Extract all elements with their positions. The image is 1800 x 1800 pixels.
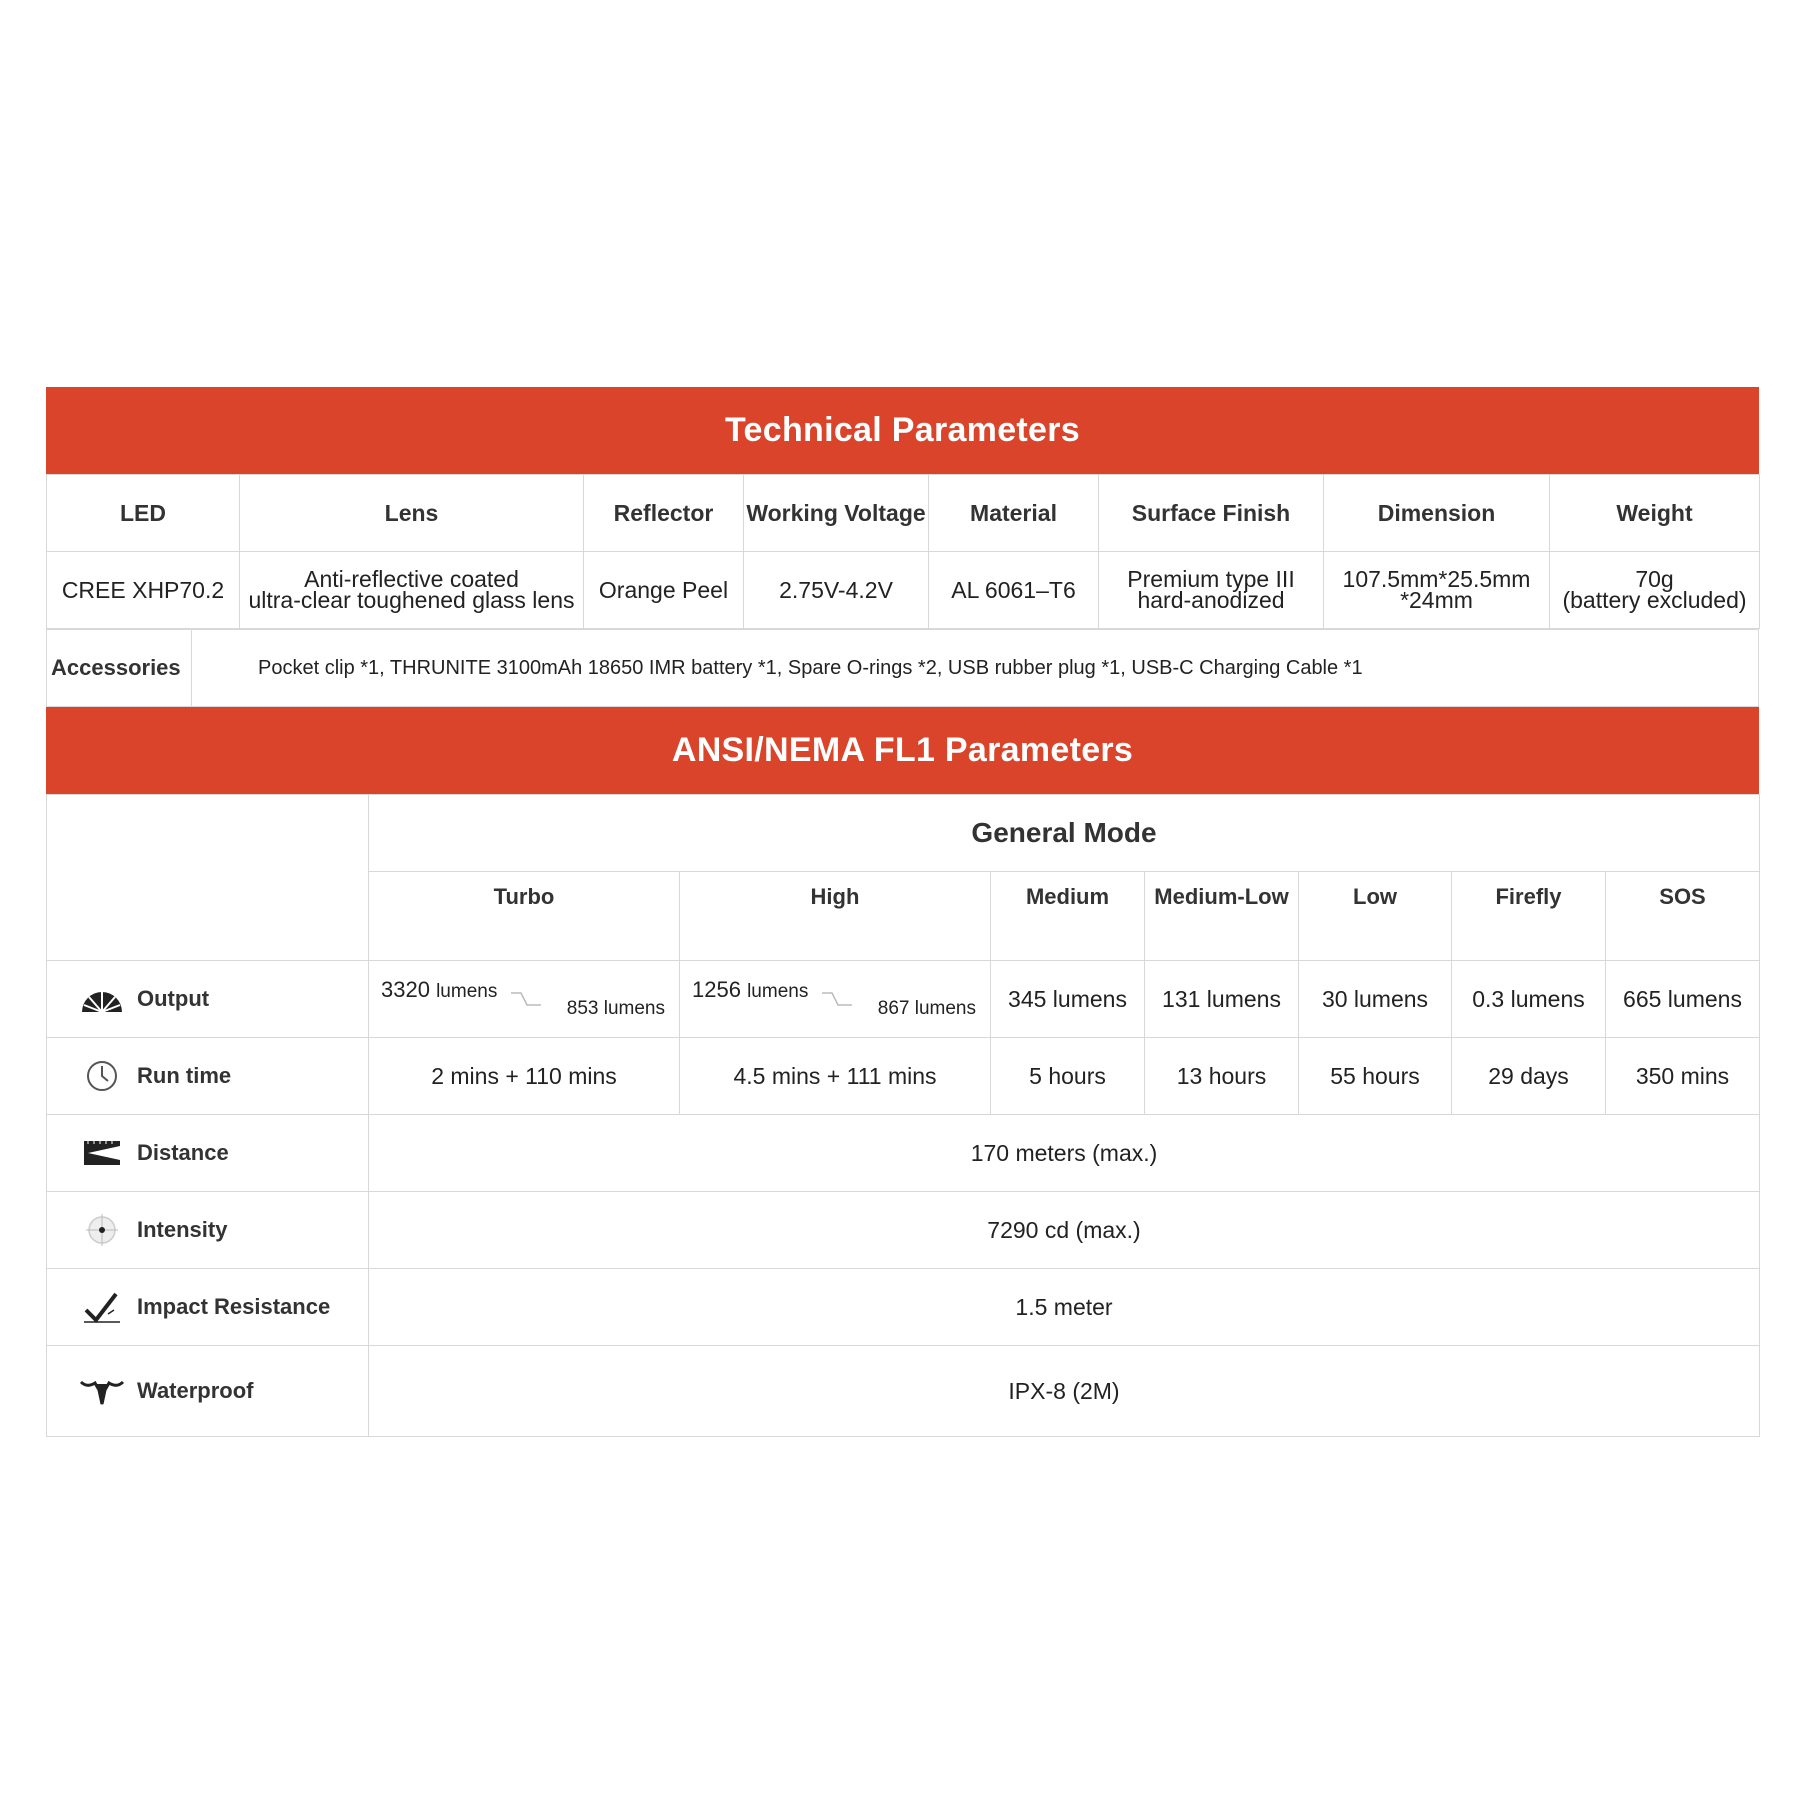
value-material: [929, 552, 1099, 629]
mode-low: Low: [1299, 872, 1452, 961]
value-surface-finish: [1099, 552, 1324, 629]
technical-value-row: [47, 552, 1760, 629]
ansi-parameters-banner: [46, 707, 1759, 794]
output-label: Output: [137, 986, 210, 1011]
accessories-row: [47, 630, 1759, 707]
technical-parameters-title: Technical Parameters: [725, 411, 1080, 449]
technical-header-row: [47, 475, 1760, 552]
output-turbo-value: 3320: [381, 977, 430, 1002]
header-surface-finish: Surface Finish: [1099, 475, 1324, 552]
runtime-medium: 5 hours: [991, 1038, 1145, 1115]
distance-icon: [79, 1136, 125, 1170]
output-turbo-unit: lumens: [436, 981, 498, 1002]
waterproof-icon: [79, 1374, 125, 1408]
output-high-sub: 867 lumens: [877, 998, 976, 1019]
output-turbo: [369, 961, 680, 1038]
value-material-text: AL 6061–T6: [951, 576, 1076, 603]
runtime-high: 4.5 mins + 111 mins: [680, 1038, 991, 1115]
output-high-unit: lumens: [747, 981, 809, 1002]
value-led: [47, 552, 240, 629]
accessories-label: Accessories: [47, 630, 192, 707]
value-reflector-text: Orange Peel: [598, 576, 729, 603]
intensity-icon: [79, 1213, 125, 1247]
value-surface-line2: hard-anodized: [1137, 587, 1285, 613]
output-high-step-line: [822, 991, 852, 1011]
waterproof-value: IPX-8 (2M): [369, 1346, 1760, 1437]
intensity-label-cell: [47, 1192, 369, 1269]
waterproof-label-cell: [47, 1346, 369, 1437]
mode-high: High: [680, 872, 991, 961]
ansi-table: [46, 794, 1760, 1437]
value-working-voltage: [744, 552, 929, 629]
runtime-label: Run time: [137, 1063, 232, 1088]
value-weight: [1550, 552, 1760, 629]
mode-medium-low: Medium-Low: [1145, 872, 1299, 961]
technical-parameters-banner: [46, 387, 1759, 474]
value-dimension-line2: *24mm: [1400, 587, 1473, 613]
output-high: [680, 961, 991, 1038]
impact-label: Impact Resistance: [137, 1294, 331, 1319]
accessories-table: [46, 629, 1759, 707]
value-weight-line2: (battery excluded): [1562, 587, 1747, 613]
header-working-voltage: Working Voltage: [744, 475, 929, 552]
header-led: LED: [47, 475, 240, 552]
runtime-firefly: 29 days: [1452, 1038, 1606, 1115]
runtime-sos: 350 mins: [1606, 1038, 1760, 1115]
waterproof-row: [47, 1346, 1760, 1437]
output-sos: 665 lumens: [1606, 961, 1760, 1038]
impact-row: [47, 1269, 1760, 1346]
value-led-text: CREE XHP70.2: [61, 576, 225, 603]
distance-label-cell: [47, 1115, 369, 1192]
value-lens-line1: Anti-reflective coated: [304, 566, 519, 592]
accessories-value: Pocket clip *1, THRUNITE 3100mAh 18650 IMR battery *1, Spare O-rings *2, USB rubber plug *1, USB-C Charging Cable *1: [192, 630, 1759, 707]
value-dimension: [1324, 552, 1550, 629]
value-weight-line1: 70g: [1635, 566, 1674, 592]
intensity-value: 7290 cd (max.): [369, 1192, 1760, 1269]
runtime-medium-low: 13 hours: [1145, 1038, 1299, 1115]
header-reflector: Reflector: [584, 475, 744, 552]
output-medium-low: 131 lumens: [1145, 961, 1299, 1038]
output-medium: 345 lumens: [991, 961, 1145, 1038]
intensity-row: [47, 1192, 1760, 1269]
mode-sos: SOS: [1606, 872, 1760, 961]
header-dimension: Dimension: [1324, 475, 1550, 552]
output-high-main: [692, 977, 808, 1003]
output-turbo-sub: 853 lumens: [566, 998, 665, 1019]
impact-value: 1.5 meter: [369, 1269, 1760, 1346]
output-turbo-step-line: [511, 991, 541, 1011]
value-surface-line1: Premium type III: [1127, 566, 1295, 592]
distance-label: Distance: [137, 1140, 229, 1165]
mode-medium: Medium: [991, 872, 1145, 961]
output-row: [47, 961, 1760, 1038]
general-mode-row: [47, 795, 1760, 872]
ansi-parameters-title: ANSI/NEMA FL1 Parameters: [671, 731, 1134, 769]
runtime-turbo: 2 mins + 110 mins: [369, 1038, 680, 1115]
header-lens: Lens: [240, 475, 584, 552]
general-mode-header: General Mode: [369, 795, 1760, 872]
value-dimension-line1: 107.5mm*25.5mm: [1342, 566, 1531, 592]
distance-row: [47, 1115, 1760, 1192]
mode-turbo: Turbo: [369, 872, 680, 961]
mode-firefly: Firefly: [1452, 872, 1606, 961]
output-firefly: 0.3 lumens: [1452, 961, 1606, 1038]
value-reflector: [584, 552, 744, 629]
output-label-cell: [47, 961, 369, 1038]
value-lens-line2: ultra-clear toughened glass lens: [248, 587, 575, 613]
header-material: Material: [929, 475, 1099, 552]
runtime-low: 55 hours: [1299, 1038, 1452, 1115]
output-turbo-main: [381, 977, 497, 1003]
clock-icon: [79, 1059, 125, 1093]
impact-label-cell: [47, 1269, 369, 1346]
value-lens: [240, 552, 584, 629]
intensity-label: Intensity: [137, 1217, 228, 1242]
value-voltage-text: 2.75V-4.2V: [779, 576, 893, 603]
output-icon: [79, 982, 125, 1016]
impact-icon: [79, 1290, 125, 1324]
waterproof-label: Waterproof: [137, 1378, 254, 1403]
output-high-value: 1256: [692, 977, 741, 1002]
runtime-row: [47, 1038, 1760, 1115]
output-low: 30 lumens: [1299, 961, 1452, 1038]
header-weight: Weight: [1550, 475, 1760, 552]
blank-corner-cell: [47, 795, 369, 961]
runtime-label-cell: [47, 1038, 369, 1115]
technical-table: [46, 474, 1760, 629]
distance-value: 170 meters (max.): [369, 1115, 1760, 1192]
spec-sheet: [46, 387, 1759, 1437]
